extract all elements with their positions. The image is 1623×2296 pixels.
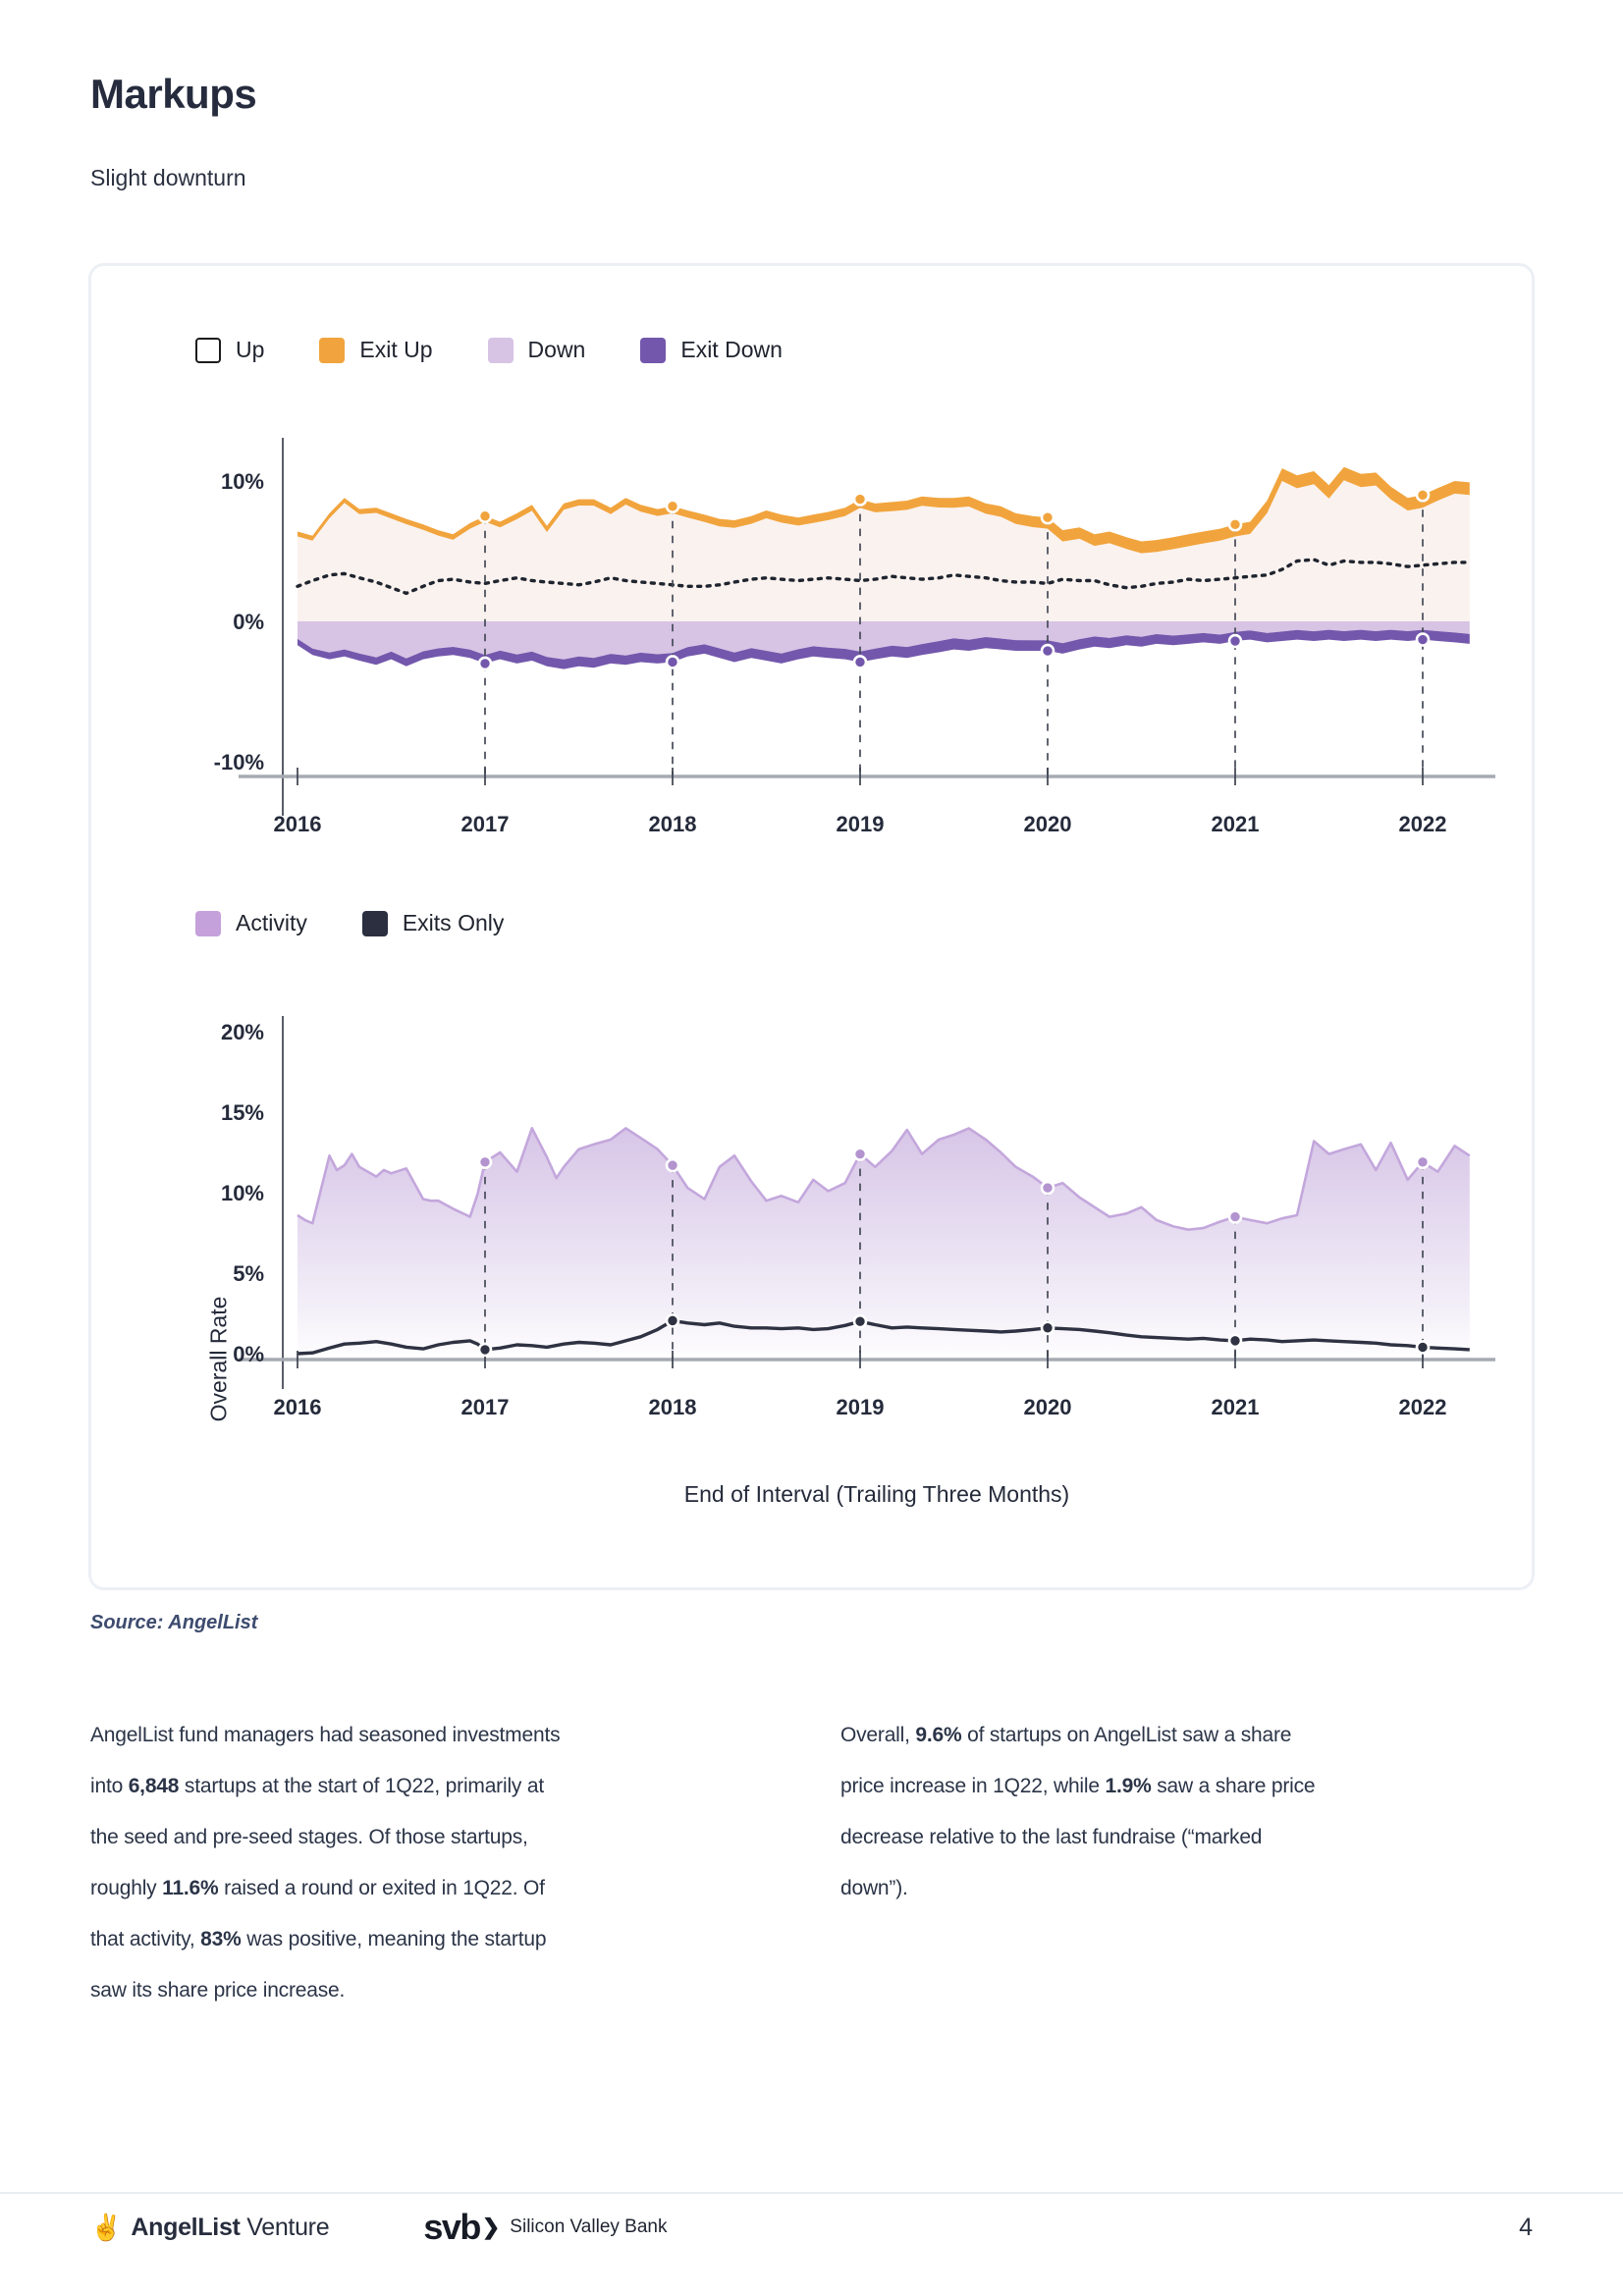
legend-label: Exit Down — [680, 337, 783, 362]
x-axis-tick-label: 2019 — [836, 1395, 885, 1419]
body-text-segment: of startups on AngelList saw a share price increase in 1Q22, while — [840, 1724, 1292, 1797]
guide-dot — [1042, 511, 1054, 523]
legend-item-exits-only — [362, 910, 505, 936]
page-title: Markups — [90, 71, 257, 117]
body-text-segment: startups at the start of 1Q22, primarily at the seed and pre-seed stages. Of those startups, roughly — [90, 1775, 544, 1899]
guide-dot — [479, 510, 491, 522]
x-axis-tick-label: 2018 — [648, 812, 697, 836]
activity-swatch — [195, 911, 221, 936]
source-note: Source: AngelList — [90, 1612, 258, 1633]
legend-top — [195, 337, 783, 363]
guide-dot — [479, 1156, 491, 1168]
body-text-segment: 1.9% — [1105, 1775, 1152, 1797]
body-text-segment: saw a share price decrease relative to the last fundraise (“marked down”). — [840, 1775, 1316, 1899]
up-swatch — [195, 338, 221, 363]
legend-label: Exit Up — [359, 337, 433, 362]
legend-bottom — [195, 910, 504, 936]
body-text — [90, 1710, 1534, 2016]
guide-dot — [1417, 1341, 1429, 1353]
legend-item-exit-down — [640, 337, 783, 363]
x-axis-tick-label: 2016 — [273, 812, 322, 836]
down-swatch — [488, 338, 514, 363]
x-axis-tick-label: 2017 — [460, 1395, 510, 1419]
angellist-wordmark — [131, 2214, 329, 2242]
guide-dot — [854, 1148, 866, 1160]
legend-item-down — [488, 337, 586, 363]
exit-down-swatch — [640, 338, 666, 363]
y-axis-tick-label: 10% — [220, 1181, 264, 1205]
angellist-venture: Venture — [240, 2213, 330, 2241]
body-text-segment: Overall, — [840, 1724, 916, 1746]
x-axis-tick-label: 2020 — [1023, 1395, 1072, 1419]
y-axis-title: Overall Rate — [205, 1296, 232, 1422]
activity-area — [298, 1128, 1470, 1354]
body-text-segment: raised a round or exited in 1Q22. Of that activity, — [90, 1877, 545, 1950]
legend-label: Activity — [236, 910, 307, 935]
legend-label: Exits Only — [402, 910, 505, 935]
exit-up-swatch — [319, 338, 345, 363]
markup-direction-chart — [91, 403, 1538, 875]
legend-item-exit-up — [319, 337, 432, 363]
guide-dot — [1042, 1182, 1054, 1194]
overall-rate-chart — [91, 992, 1538, 1454]
peace-hand-icon: ✌ — [90, 2213, 123, 2242]
body-text-segment: 83% — [200, 1928, 242, 1950]
footer — [0, 2192, 1623, 2296]
y-axis-tick-label: 0% — [233, 1342, 264, 1366]
guide-dot — [1417, 489, 1429, 501]
guide-dot — [1417, 1156, 1429, 1168]
x-axis-tick-label: 2016 — [273, 1395, 322, 1419]
guide-dot — [667, 501, 678, 512]
x-axis-tick-label: 2021 — [1211, 1395, 1260, 1419]
guide-dot — [854, 1315, 866, 1327]
y-axis-tick-label: 15% — [220, 1100, 264, 1125]
x-axis-tick-label: 2021 — [1211, 812, 1260, 836]
guide-dot — [1042, 1322, 1054, 1334]
legend-label: Down — [527, 337, 586, 362]
guide-dot — [1229, 1335, 1241, 1347]
x-axis-tick-label: 2017 — [460, 812, 510, 836]
body-column-right — [840, 1710, 1324, 2016]
guide-dot — [479, 658, 491, 669]
body-text-segment: was positive, meaning the startup saw its share price increase. — [90, 1928, 547, 2002]
x-axis-tick-label: 2019 — [836, 812, 885, 836]
legend-item-up — [195, 337, 264, 363]
x-axis-tick-label: 2022 — [1398, 1395, 1447, 1419]
x-axis-tick-label: 2022 — [1398, 812, 1447, 836]
y-axis-tick-label: -10% — [213, 750, 264, 774]
svb-logo — [423, 2207, 668, 2247]
guide-dot — [1229, 1211, 1241, 1223]
guide-dot — [1417, 634, 1429, 646]
up-area — [298, 480, 1470, 621]
y-axis-tick-label: 5% — [233, 1261, 264, 1286]
svb-bank-name: Silicon Valley Bank — [510, 2216, 668, 2237]
x-axis-tick-label: 2020 — [1023, 812, 1072, 836]
legend-label: Up — [236, 337, 265, 362]
x-axis-tick-label: 2018 — [648, 1395, 697, 1419]
angellist-bold: AngelList — [131, 2213, 241, 2241]
body-text-segment: 6,848 — [128, 1775, 180, 1797]
page-number: 4 — [1519, 2213, 1533, 2241]
angellist-logo — [90, 2214, 329, 2242]
y-axis-tick-label: 0% — [233, 610, 264, 634]
y-axis-tick-label: 20% — [220, 1020, 264, 1044]
x-axis-title: End of Interval (Trailing Three Months) — [683, 1481, 1070, 1507]
legend-item-activity — [195, 910, 307, 936]
guide-dot — [854, 656, 866, 667]
exits-only-swatch — [362, 911, 388, 936]
body-text-segment: 9.6% — [915, 1724, 962, 1746]
guide-dot — [1229, 635, 1241, 647]
guide-dot — [1042, 645, 1054, 657]
guide-dot — [667, 1159, 678, 1171]
page-subtitle: Slight downturn — [90, 165, 246, 190]
y-axis-tick-label: 10% — [220, 469, 264, 494]
guide-dot — [1229, 518, 1241, 530]
guide-dot — [479, 1344, 491, 1356]
guide-dot — [667, 1314, 678, 1326]
body-text-segment: AngelList fund managers had seasoned investments into — [90, 1724, 561, 1797]
guide-dot — [667, 656, 678, 667]
body-column-left — [90, 1710, 573, 2016]
chart-card — [88, 263, 1535, 1590]
chevron-right-icon: ❯ — [481, 2215, 501, 2239]
body-text-segment: 11.6% — [162, 1877, 219, 1899]
svb-wordmark: svb — [423, 2207, 480, 2247]
guide-dot — [854, 494, 866, 506]
